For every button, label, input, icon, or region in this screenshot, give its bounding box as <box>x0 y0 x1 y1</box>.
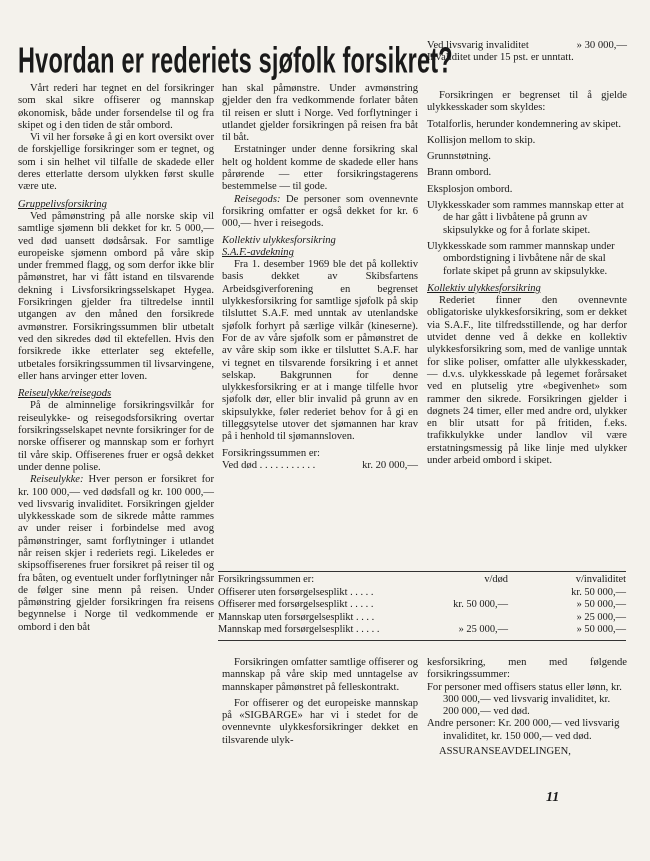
cause-item: Brann ombord. <box>427 167 492 179</box>
table-row-label: Offiserer uten forsørgelsesplikt . . . . . <box>218 586 374 598</box>
signature: ASSURANSEAVDELINGEN, <box>439 746 571 758</box>
col2-continuation: han skal påmønstre. Under avmønstring gjelder den fra vedkommende forlater båten til reisen er slutt i Norge. Ved forflytninger i utlandet gjelder forsikringen på reisen fra båt til båt. <box>222 83 418 144</box>
kollektiv-utvidet-paragraph: Rederiet finner den ovennevnte obligatoriske ulykkesforsikring, som er dekket via S.A.F., lite tilfredsstillende, og har derfor utvidet denne ved å dekke en kollektiv ulykkesforsikring som, med de vanlige unntak for slike poliser, omfatter alle ulykkesskader, — d.v.s. ulykkesskade på legemet forårsaket ved en plutselig ytre «begivenhet» som rammer den sikrede. Forsikringen gjelder i døgnets 24 timer, eller med andre ord, ulykker en blir utsatt for på fritiden, f.eks. trafikkulykke under landlov vil være erstatningsmessig på like linje med ulykker under arbeid ombord i skipet. <box>427 295 627 467</box>
table-header-row <box>218 574 626 587</box>
table-row <box>218 587 626 600</box>
intro-paragraph-2: Vi vil her forsøke å gi en kort oversikt over de forskjellige forsikringer som er tegnet, og som i sin helhet vil tilfalle de skadede eller deres etterlatte dersom ulykken først skulle være ute. <box>18 132 214 193</box>
column-1 <box>18 83 214 634</box>
bottom-paragraph-1: Forsikringen omfatter samtlige offiserer og mannskap på våre skip med unntagelse av mannskaper påmønstret på felleskontrakt. <box>222 657 418 693</box>
page-number: 11 <box>546 790 560 805</box>
reiseulykke-label: Reiseulykke: <box>30 474 84 486</box>
reise-paragraph: På de alminnelige forsikringsvilkår for reiseulykke- og reisegodsforsikring overtar forsikringsselskapet nevnte forsikringer for de norske offiserer og mannskap som er forhyrt til våre skip. Offiserenes fruer er også dekket under denne polise. <box>18 400 214 473</box>
heading-kollektiv-1: Kollektiv ulykkesforsikring <box>222 234 336 246</box>
sum-row-label: Ved død . . . . . . . . . . . <box>222 459 316 471</box>
heading-gruppelivsforsikring: Gruppelivsforsikring <box>18 198 107 210</box>
table-row-label: Mannskap med forsørgelsesplikt . . . . . <box>218 624 380 636</box>
inv-row-1-value: » 30 000,— <box>576 40 627 51</box>
table-row-invaliditet: » 25 000,— <box>576 611 626 623</box>
inv-row-1 <box>427 40 627 52</box>
table-row <box>218 612 626 625</box>
table-row-dod: » 25 000,— <box>458 624 508 636</box>
heading-saf-avdekning: S.A.F.-avdekning <box>222 246 294 258</box>
reiseulykke-text: Hver person er forsikret for kr. 100 000,— ved dødsfall og kr. 100 000,— ved livsvarig invaliditet. Forsikringen gjelder ulykkesskade som de sikrede måtte rammes av under reiser i forbindelse med avog påmønstringer, samt forflytninger i utlandet når reisen skjer i rederiets regi. Likeledes er skipsoffiserenes fruer forsikret på reiser til og fra båten, og eventuelt under forflytninger når de følger sine menn på reisen. Under påmønstring gjelder forsikringen fra reisens begynnelse i Norge til vedkommende er ombord i den båt <box>18 474 214 633</box>
begrenset-paragraph: Forsikringen er begrenset til å gjelde ulykkesskader som skyldes: <box>427 90 627 114</box>
table-row-label: Mannskap uten forsørgelsesplikt . . . . <box>218 611 375 623</box>
gruppe-paragraph: Ved påmønstring på alle norske skip vil samtlige sjømenn bli dekket for kr. 5 000,— ved død uansett dødsårsak. For samtlige europeiske sjømenn ombord på våre skip under fremmed flagg, og som derfor ikke blir påmønstret, har vi fått istand en tilsvarende dekning i Livsforsikringsselskapet Hygea. Forsikringen gjelder fra tiltredelse inntil utgangen av den måned den forsikrede avmønstrer. Forsikringssummen blir utbetalt ved den sikredes død til ektefellen. Hvis den forsikrede ikke etterlater seg ektefelle, utbetales forsikringssummen til livsarvingene, eller hans arvinger etter loven. <box>18 210 214 382</box>
sum-row-value: kr. 20 000,— <box>362 459 418 471</box>
table-row-dod <box>408 587 508 600</box>
article-title: Hvordan er rederiets sjøfolk forsikret? <box>18 40 453 81</box>
column-3-top <box>427 40 627 65</box>
cause-item: Grunnstøtning. <box>427 151 491 163</box>
table-row <box>218 599 626 612</box>
reisegods-paragraph <box>222 194 418 231</box>
bottom-column-3 <box>427 657 627 758</box>
table-row-invaliditet: kr. 50 000,— <box>571 586 626 598</box>
bottom-sum-item: For personer med offisers status eller lønn, kr. 300 000,— ved livsvarig invaliditet, kr. 200 000,— ved død. <box>427 681 622 718</box>
intro-paragraph-1: Vårt rederi har tegnet en del forsikringer som skal sikre offiserer og mannskap økonomisk, både under forsendelse til og fra skipet og i den tiden de står ombord. <box>18 83 214 131</box>
kollektiv-paragraph: Fra 1. desember 1969 ble det på kollektiv basis dekket av Skibsfartens Arbeidsgiverforening en begrenset ulykkesforsikring for samtlige sjøfolk på skip tilsluttet S.A.F. med unntak av utenlandske sjøfolk forhyrt på særlige vilkår (kineserne). For de av våre sjøfolk som er påmønstret de av våre skip som ikke er tilsluttet S.A.F. har vi tegnet en tilsvarende forsikring i et annet selskap. Bakgrunnen for denne ulykkesforsikring er at i mange tilfelle hvor sjøfolk dør, eller blir invalid på grunn av en skipsulykke, føler rederiet behov for å gi en tilleggsytelse utover det sjømannen har krav på i henhold til sjømannsloven. <box>222 259 418 443</box>
table-row-invaliditet: » 50 000,— <box>576 624 626 636</box>
column-2 <box>222 83 418 472</box>
cause-item: Ulykkesskade som rammer mannskap under ombordstigning i livbåtene når de skal forlate skipet på grunn av skipsulykke. <box>427 240 615 277</box>
table-header-dod: v/død <box>484 574 508 585</box>
erstatning-paragraph: Erstatninger under denne forsikring skal helt og holdent komme de skadede eller hans pårørende — etter forsikringstagerens bestemmelse — til gode. <box>222 144 418 193</box>
heading-kollektiv-ulykkesforsikring: Kollektiv ulykkesforsikring <box>427 282 541 294</box>
insurance-sum-table <box>218 571 626 641</box>
sum-label: Forsikringssummen er: <box>222 447 320 459</box>
bottom-column-2 <box>222 657 418 747</box>
table-row-invaliditet: » 50 000,— <box>576 599 626 611</box>
bottom-sum-item: Andre personer: Kr. 200 000,— ved livsvarig invaliditet, kr. 150 000,— ved død. <box>427 718 620 742</box>
reiseulykke-paragraph <box>18 474 214 634</box>
inv-row-1-label: Ved livsvarig invaliditet <box>427 40 529 51</box>
cause-item: Kollisjon mellom to skip. <box>427 134 536 146</box>
table-row-dod: kr. 50 000,— <box>453 599 508 611</box>
cause-item: Totalforlis, herunder kondemnering av skipet. <box>427 118 622 130</box>
table-header-invaliditet: v/invaliditet <box>575 574 626 585</box>
cause-item: Ulykkesskader som rammes mannskap etter at de har gått i livbåtene på grunn av skipsulykke og for å forlate skipet. <box>427 200 624 236</box>
heading-reiseulykke-reisegods: Reiseulykke/reisegods <box>18 388 112 400</box>
table-header-label: Forsikringssummen er: <box>218 574 315 585</box>
column-3 <box>427 90 627 467</box>
reisegods-label: Reisegods: <box>234 193 281 205</box>
table-row <box>218 624 626 637</box>
reisegods-text: De personer som ovennevnte forsikring omfatter er også dekket for kr. 6 000,— hver i reisegods. <box>222 193 418 230</box>
bottom-col3-intro: kesforsikring, men med følgende forsikringssummer: <box>427 657 627 681</box>
inv-row-2: Invaliditet under 15 pst. er unntatt. <box>427 52 574 64</box>
cause-item: Eksplosjon ombord. <box>427 183 513 195</box>
sum-row <box>222 460 418 472</box>
table-row-label: Offiserer med forsørgelsesplikt . . . . . <box>218 599 374 611</box>
table-row-dod <box>408 612 508 625</box>
bottom-paragraph-2: For offiserer og det europeiske mannskap på «SIGBARGE» har vi i stedet for de ovennevnte ulykkesforsikringer dekket en tilsvarende ulyk- <box>222 697 418 746</box>
